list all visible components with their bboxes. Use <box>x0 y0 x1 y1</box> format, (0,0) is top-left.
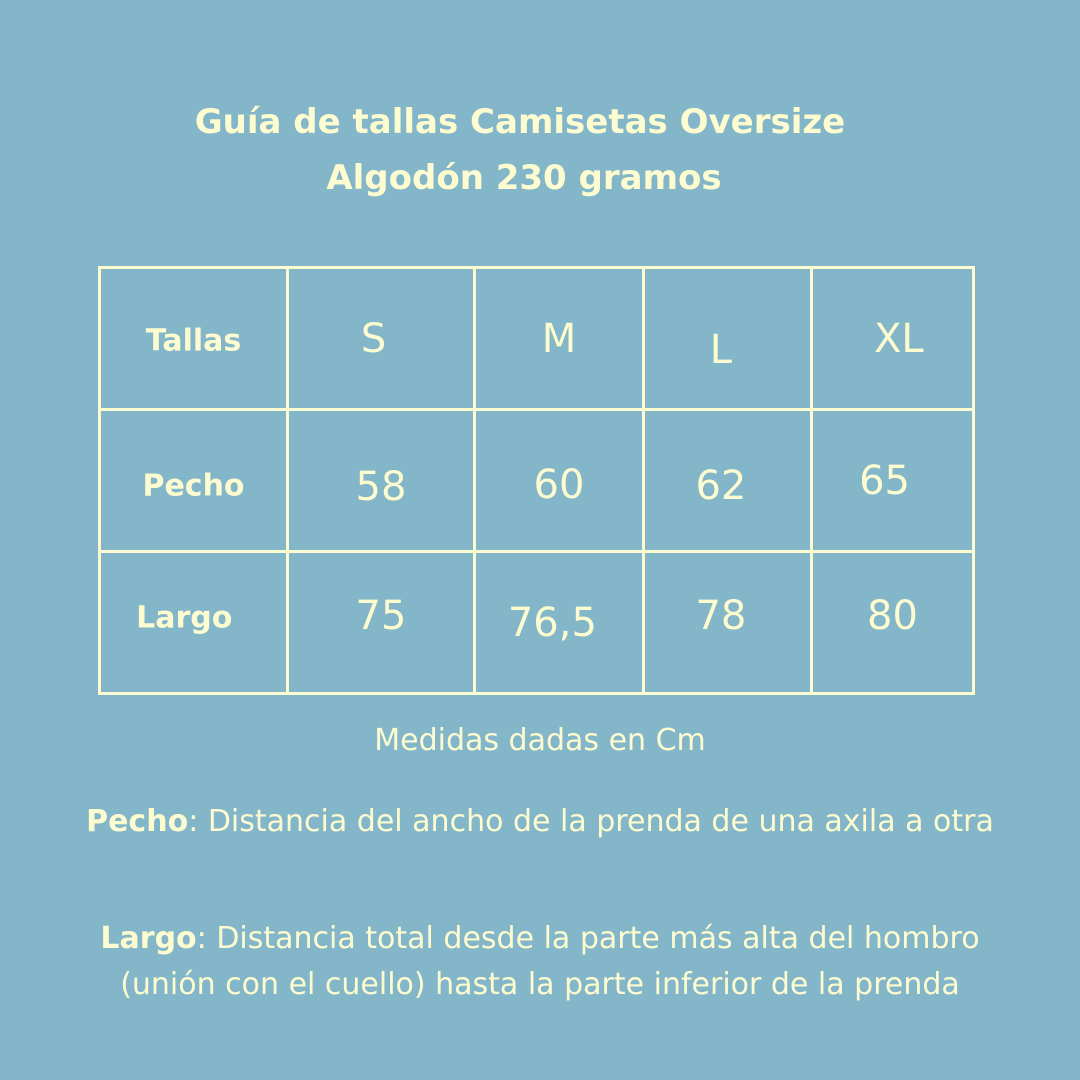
definition-largo <box>60 916 1020 1008</box>
table-cell <box>475 552 644 694</box>
definition-term: Largo <box>100 921 197 956</box>
table-cell <box>644 268 812 410</box>
definition-text: : Distancia total desde la parte más alta del hombro (unión con el cuello) hasta la parte inferior de la prenda <box>120 921 980 1002</box>
units-note: Medidas dadas en Cm <box>374 723 706 758</box>
table-row <box>100 410 974 552</box>
size-label-xl: XL <box>874 315 924 362</box>
row-header-largo: Largo <box>136 600 233 636</box>
table-cell <box>100 268 288 410</box>
table-cell <box>644 410 812 552</box>
table-cell <box>812 552 974 694</box>
value-cell: 60 <box>533 461 585 508</box>
size-label-m: M <box>541 315 577 362</box>
value-cell: 80 <box>867 592 918 639</box>
table-cell <box>812 410 974 552</box>
table-cell <box>288 268 475 410</box>
table-cell <box>100 410 288 552</box>
row-header-pecho: Pecho <box>142 468 245 504</box>
definition-pecho <box>60 799 1020 845</box>
value-cell: 65 <box>859 457 910 504</box>
table-cell <box>475 410 644 552</box>
value-cell: 75 <box>355 592 407 639</box>
table-cell <box>475 268 644 410</box>
table-cell <box>644 552 812 694</box>
definition-text: : Distancia del ancho de la prenda de una axila a otra <box>188 804 994 839</box>
table-cell <box>812 268 974 410</box>
value-cell: 76,5 <box>507 599 597 646</box>
value-cell: 78 <box>695 592 747 639</box>
table-cell <box>100 552 288 694</box>
size-label-l: L <box>709 326 733 373</box>
value-cell: 58 <box>355 464 407 511</box>
table-header-row <box>100 268 974 410</box>
value-cell: 62 <box>695 463 747 510</box>
table-cell <box>288 410 475 552</box>
page-subtitle: Algodón 230 gramos <box>326 158 722 198</box>
table-row <box>100 552 974 694</box>
table-cell <box>288 552 475 694</box>
size-label-s: S <box>360 315 387 362</box>
page-title: Guía de tallas Camisetas Oversize <box>194 102 846 142</box>
definition-term: Pecho <box>86 804 189 839</box>
row-header-tallas: Tallas <box>145 323 242 359</box>
size-chart-table <box>98 266 975 695</box>
